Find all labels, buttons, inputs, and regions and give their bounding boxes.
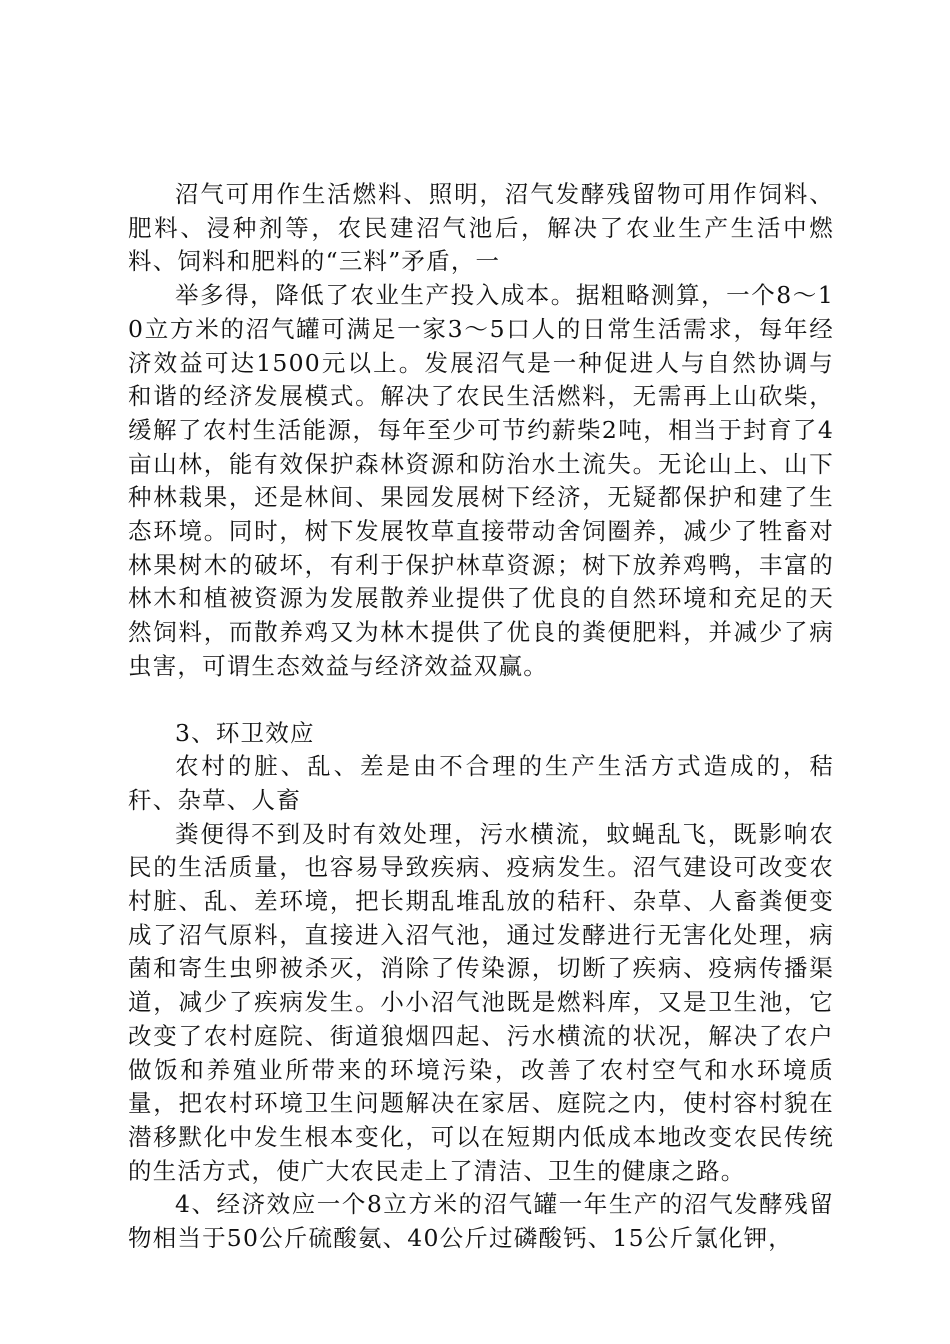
section-heading-sanitation: 3、环卫效应 — [175, 718, 315, 747]
paragraph-economic-effect: 4、经济效应一个8立方米的沼气罐一年生产的沼气发酵残留物相当于50公斤硫酸氨、40公斤过磷酸钙、15公斤氯化钾， — [128, 1190, 834, 1253]
document-body — [128, 178, 834, 1256]
paragraph-sanitation-body: 粪便得不到及时有效处理，污水横流，蚊蝇乱飞，既影响农民的生活质量，也容易导致疾病、疫病发生。沼气建设可改变农村脏、乱、差环境，把长期乱堆乱放的秸秆、杂草、人畜粪便变成了沼气原料，直接进入沼气池，通过发酵进行无害化处理，病菌和寄生虫卵被杀灭，消除了传染源，切断了疾病、疫病传播渠道，减少了疾病发生。小小沼气池既是燃料库，又是卫生池，它改变了农村庭院、街道狼烟四起、污水横流的状况，解决了农户做饭和养殖业所带来的环境污染，改善了农村空气和水环境质量，把农村环境卫生问题解决在家居、庭院之内，使村容村貌在潜移默化中发生根本变化，可以在短期内低成本地改变农民传统的生活方式，使广大农民走上了清洁、卫生的健康之路。 — [128, 819, 834, 1185]
paragraph-biogas-uses: 沼气可用作生活燃料、照明，沼气发酵残留物可用作饲料、肥料、浸种剂等，农民建沼气池后，解决了农业生产生活中燃料、饲料和肥料的“三料”矛盾，一 — [128, 180, 834, 276]
paragraph-ecological-benefits: 举多得，降低了农业生产投入成本。据粗略测算，一个8～10立方米的沼气罐可满足一家3～5口人的日常生活需求，每年经济效益可达1500元以上。发展沼气是一种促进人与自然协调与和谐的经济发展模式。解决了农民生活燃料，无需再上山砍柴，缓解了农村生活能源，每年至少可节约薪柴2吨，相当于封育了4亩山林，能有效保护森林资源和防治水土流失。无论山上、山下种林栽果，还是林间、果园发展树下经济，无疑都保护和建了生态环境。同时，树下发展牧草直接带动舍饲圈养，减少了牲畜对林果树木的破坏，有利于保护林草资源；树下放养鸡鸭，丰富的林木和植被资源为发展散养业提供了优良的自然环境和充足的天然饲料，而散养鸡又为林木提供了优良的粪便肥料，并减少了病虫害，可谓生态效益与经济效益双赢。 — [128, 281, 834, 680]
paragraph-sanitation-intro: 农村的脏、乱、差是由不合理的生产生活方式造成的，秸秆、杂草、人畜 — [128, 752, 834, 814]
